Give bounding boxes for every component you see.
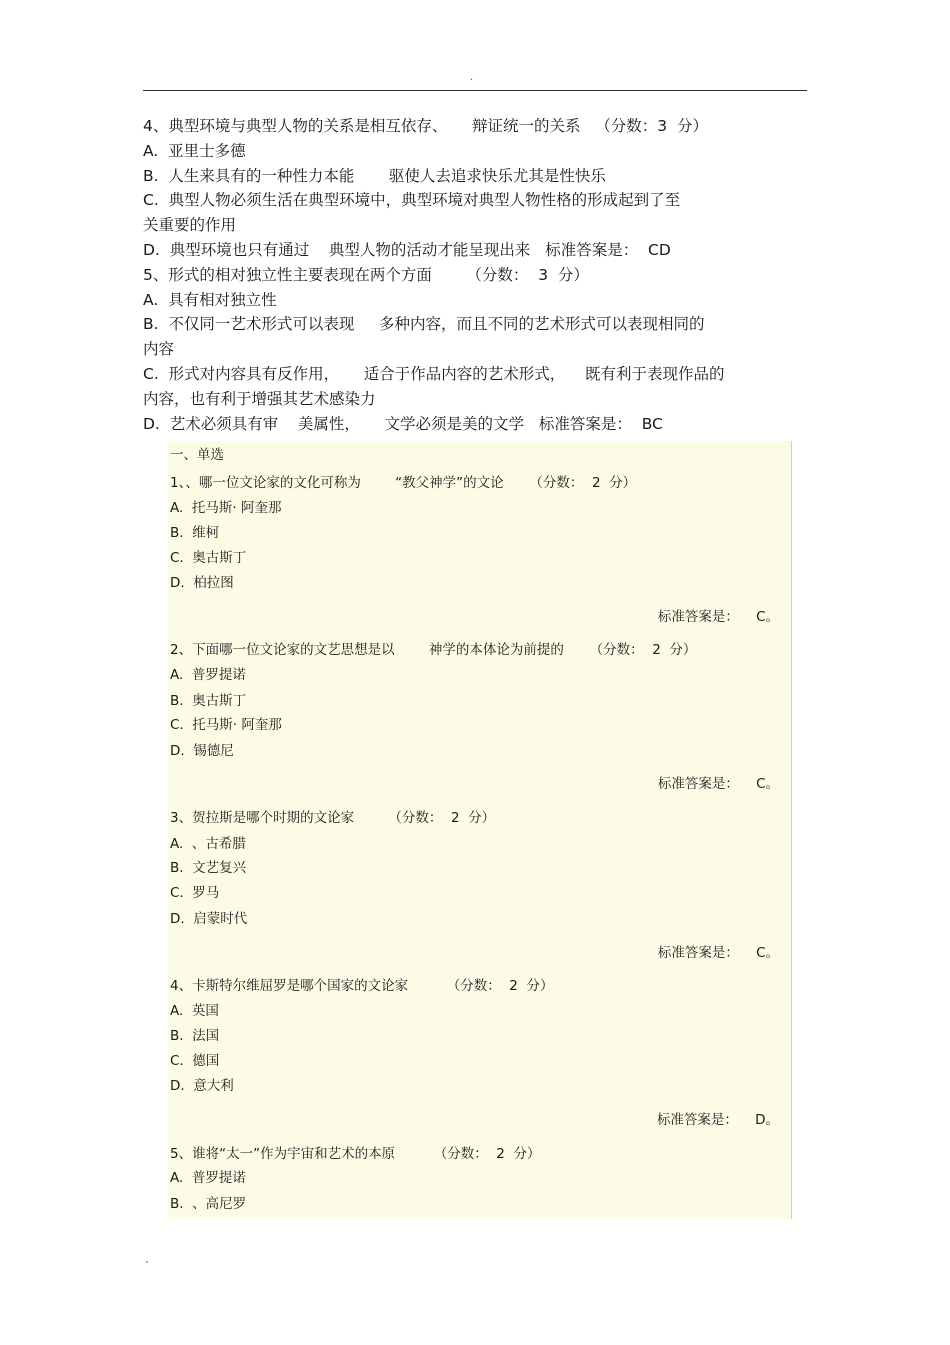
sc-question-3-option-b: B. 文艺复兴 [170,860,247,876]
footer-mark: . [145,1252,149,1266]
sc-question-4-stem: 4、卡斯特尔维屈罗是哪个国家的文论家 （分数： 2 分） [170,978,554,994]
question-4-option-a: A. 亚里士多德 [143,141,246,160]
sc-question-2-option-c: C. 托马斯· 阿奎那 [170,717,282,733]
header-rule [143,90,807,91]
sc-question-2-option-b: B. 奥古斯丁 [170,693,247,709]
sc-question-1-option-a: A. 托马斯· 阿奎那 [170,500,282,516]
sc-question-2-option-a: A. 普罗提诺 [170,667,246,683]
question-5-option-a: A. 具有相对独立性 [143,290,277,309]
sc-question-1-option-c: C. 奥古斯丁 [170,550,247,566]
sc-question-1-option-d: D. 柏拉图 [170,575,234,591]
sc-question-2-option-d: D. 锡德尼 [170,743,234,759]
question-4-option-b: B. 人生来具有的一种性力本能 驱使人去追求快乐尤其是性快乐 [143,166,606,185]
sc-question-4-option-c: C. 德国 [170,1053,220,1069]
question-4-option-d-answer: D. 典型环境也只有通过 典型人物的活动才能呈现出来 标准答案是： CD [143,240,671,259]
sc-question-1-stem: 1、、哪一位文论家的文化可称为 “教父神学”的文论 （分数： 2 分） [170,475,637,491]
sc-question-4-option-b: B. 法国 [170,1028,220,1044]
sc-question-1-answer: 标准答案是： C。 [657,609,779,625]
question-4-option-c-cont: 关重要的作用 [143,216,237,235]
sc-question-4-answer: 标准答案是： D。 [656,1112,779,1128]
single-choice-panel [168,441,792,1219]
sc-question-3-option-a: A. 、古希腊 [170,836,246,852]
multiple-choice-section [143,114,803,436]
question-4-option-c: C. 典型人物必须生活在典型环境中，典型环境对典型人物性格的形成起到了至 [143,191,681,210]
sc-question-3-answer: 标准答案是： C。 [657,945,779,961]
question-5-option-d-answer: D. 艺术必须具有审 美属性， 文学必须是美的文学 标准答案是： BC [143,414,663,433]
section-title: 一、单选 [170,447,224,463]
question-5-option-c: C. 形式对内容具有反作用， 适合于作品内容的艺术形式， 既有利于表现作品的 [143,364,725,383]
question-4-stem: 4、典型环境与典型人物的关系是相互依存、 辩证统一的关系 （分数：3 分） [143,117,708,135]
sc-question-1-option-b: B. 维柯 [170,525,220,541]
question-5-option-b: B. 不仅同一艺术形式可以表现 多种内容，而且不同的艺术形式可以表现相同的 [143,315,705,334]
question-5-stem: 5、形式的相对独立性主要表现在两个方面 （分数： 3 分） [143,265,589,284]
sc-question-4-option-d: D. 意大利 [170,1078,234,1094]
sc-question-5-option-b: B. 、高尼罗 [170,1196,247,1212]
sc-question-4-option-a: A. 英国 [170,1003,219,1019]
sc-question-3-stem: 3、贺拉斯是哪个时期的文论家 （分数： 2 分） [170,810,496,826]
sc-question-2-answer: 标准答案是： C。 [657,776,779,792]
sc-question-3-option-d: D. 启蒙时代 [170,911,248,927]
sc-question-5-stem: 5、谁将“太一”作为宇宙和艺术的本原 （分数： 2 分） [170,1146,541,1162]
question-5-option-b-cont: 内容 [143,340,175,359]
sc-question-2-stem: 2、下面哪一位文论家的文艺思想是以 神学的本体论为前提的 （分数： 2 分） [170,642,697,658]
header-mark: . [470,72,474,83]
question-5-option-c-cont: 内容，也有利于增强其艺术感染力 [143,389,376,408]
sc-question-5-option-a: A. 普罗提诺 [170,1170,246,1186]
sc-question-3-option-c: C. 罗马 [170,885,220,901]
